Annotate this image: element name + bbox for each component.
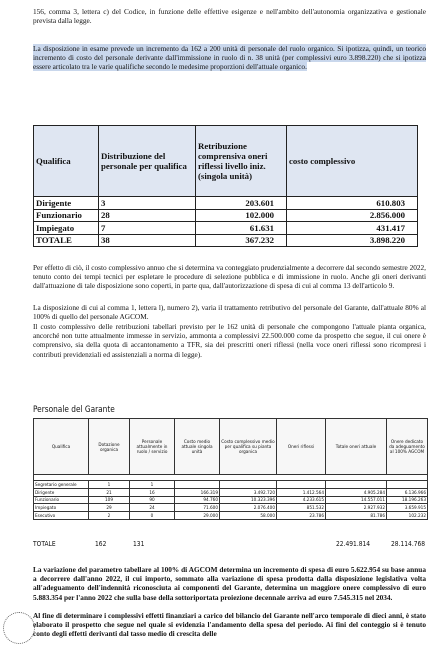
header-dotazione: Dotazione organica <box>89 419 130 475</box>
cell-o: 851.532 <box>277 504 326 512</box>
cell-q: Dirigente <box>34 488 89 496</box>
total-label: TOTALE <box>33 540 56 548</box>
paragraph-3: Per effetto di ciò, il costo complessivo annuo che si determina va conteggiato prudenzialmente a decorrere dal secondo semestre 2022, tenuto conto dei tempi tecnici per espletare le procedure di selezione pubblica e di immissione in ruolo. Anche gli oneri derivanti dall'attuazione di tale disposizione sono coperti, in parte qua, dall'autorizzazione di spesa di cui al comma 13 dell'articolo 9. <box>33 263 426 291</box>
cell-cc: 58.000 <box>220 512 277 520</box>
personnel-table <box>33 418 428 520</box>
cell-o <box>277 481 326 489</box>
cell-d: 109 <box>89 496 130 504</box>
stamp-icon <box>3 612 35 644</box>
header-retribuzione: Retribuzione comprensiva oneri riflessi livello iniz. (singola unità) <box>196 126 287 197</box>
paragraph-6: La variazione del parametro tabellare al 100% di AGCOM determina un incremento di spesa di euro 5.622.954 su base annua a decorrere dall'anno 2022, il cui importo, sommato alla variazione di spesa prodotta dalla disposizione legislativa volta all'adeguamento dell'indennità riconosciuta ai componenti del Garante, determina un maggiore onere complessivo di euro 5.883.354 per l'anno 2022 che sulla base della sottoriportata proiezione decennale arriva ad euro 7.545.315 nel 2034. <box>33 565 426 602</box>
cell-cc: 2.076.400 <box>220 504 277 512</box>
header-distribuzione: Distribuzione del personale per qualifica <box>99 126 196 197</box>
cell-q: Esecutivo <box>34 512 89 520</box>
cell-q: Impiegato <box>34 504 89 512</box>
cell-o: 4.233.615 <box>277 496 326 504</box>
cell-t: 14.557.011 <box>326 496 387 504</box>
header-oneri: Oneri riflessi <box>277 419 326 475</box>
total-personale: 131 <box>133 540 145 548</box>
header-personale: Personale attualmente in ruolo / servizio <box>130 419 175 475</box>
paragraph-7: Al fine di determinare i complessivi effetti finanziari a carico del bilancio del Garante nell'arco temporale di dieci anni, è stato elaborato il prospetto che segue nel quale si evidenzia l'andamento della spesa del periodo. Ai fini del conteggio si è tenuto conto degli effetti derivanti dal tasso medio di crescita delle <box>33 611 426 639</box>
cell-c: 166.319 <box>175 488 220 496</box>
cell-t: 81.786 <box>326 512 387 520</box>
cell-cc: 3.492.720 <box>220 488 277 496</box>
cell-p: 0 <box>130 512 175 520</box>
cell-d: 2 <box>89 512 130 520</box>
cell-d: 29 <box>89 504 130 512</box>
cell-n: 28 <box>99 209 196 222</box>
cell-qualifica: Dirigente <box>34 197 99 210</box>
table-row <box>34 481 428 489</box>
cost-table <box>33 125 418 247</box>
cell-costo: 3.898.220 <box>287 234 418 247</box>
table-row-total <box>34 234 418 247</box>
total-oneri: 22.491.814 <box>336 540 371 548</box>
cell-a: 6.136.966 <box>387 488 428 496</box>
cell-n: 38 <box>99 234 196 247</box>
cell-p: 1 <box>130 481 175 489</box>
cell-o: 1.412.564 <box>277 488 326 496</box>
cell-c: 94.760 <box>175 496 220 504</box>
cell-t <box>326 481 387 489</box>
cell-qualifica: Impiegato <box>34 222 99 235</box>
cell-costo: 610.803 <box>287 197 418 210</box>
paragraph-1: 156, comma 3, lettera c) del Codice, in funzione delle effettive esigenze e nell'ambito dell'autonomia organizzativa e gestionale prevista dalla legge. <box>33 7 426 26</box>
cell-o: 23.786 <box>277 512 326 520</box>
header-totale: Totale oneri attuale <box>326 419 387 475</box>
header-costo-medio: Costo medio attuale singola unità <box>175 419 220 475</box>
cell-n: 7 <box>99 222 196 235</box>
cell-c: 29.000 <box>175 512 220 520</box>
paragraph-5: Il costo complessivo delle retribuzioni tabellari previsto per le 162 unità di personale che compongono l'attuale pianta organica, ancorché non tutte attualmente immesse in servizio, ammonta a complessivi 22.500.000 come da prospetto che segue, il cui onere è comprensivo, sia della quota di accantonamento a TFR, sia dei prescritti oneri riflessi (nella voce oneri riflessi sono ricompresi i contributi previdenziali ed assistenziali a norma di legge). <box>33 322 426 359</box>
cell-p: 16 <box>130 488 175 496</box>
cell-a <box>387 481 428 489</box>
cell-c: 71.600 <box>175 504 220 512</box>
cell-a: 18.196.263 <box>387 496 428 504</box>
total-adeguamento: 28.114.768 <box>391 540 426 548</box>
header-qualifica: Qualifica <box>34 126 99 197</box>
cell-a: 3.659.915 <box>387 504 428 512</box>
cell-t: 4.905.284 <box>326 488 387 496</box>
cell-cc <box>220 481 277 489</box>
cell-t: 2.927.932 <box>326 504 387 512</box>
header-qualifica: Qualifica <box>34 419 89 475</box>
table-row <box>34 222 418 235</box>
cell-cc: 10.323.396 <box>220 496 277 504</box>
paragraph-2: La disposizione in esame prevede un incremento da 162 a 200 unità di personale del ruolo organico. Si ipotizza, quindi, un teorico incremento di costo del personale derivante dall'immissione in ruolo di n. 38 unità (per complessivi euro 3.898.220) che si ipotizza essere articolato tra le varie qualifiche secondo le medesime proporzioni dell'attuale organico. <box>33 44 426 72</box>
cell-retr: 61.631 <box>196 222 287 235</box>
cell-d: 1 <box>89 481 130 489</box>
total-dotazione: 162 <box>95 540 107 548</box>
cell-costo: 431.417 <box>287 222 418 235</box>
cell-d: 21 <box>89 488 130 496</box>
cell-c <box>175 481 220 489</box>
cell-retr: 203.601 <box>196 197 287 210</box>
header-adeguamento: Onere dedicato da adeguamento al 100% AGCOM <box>387 419 428 475</box>
table-row <box>34 504 428 512</box>
cell-p: 24 <box>130 504 175 512</box>
cell-retr: 367.232 <box>196 234 287 247</box>
cell-retr: 102.000 <box>196 209 287 222</box>
paragraph-4: La disposizione di cui al comma 1, lettera l), numero 2), varia il trattamento retributivo del personale del Garante, dall'attuale 80% al 100% di quello del personale AGCOM. <box>33 303 426 322</box>
cell-p: 90 <box>130 496 175 504</box>
table-row <box>34 512 428 520</box>
cell-n: 3 <box>99 197 196 210</box>
cell-a: 102.232 <box>387 512 428 520</box>
table-row <box>34 209 418 222</box>
cell-qualifica: Funzionario <box>34 209 99 222</box>
table-row <box>34 496 428 504</box>
header-costo-complessivo: Costo complessivo medio per qualifica su pianta organica <box>220 419 277 475</box>
cell-q: Funzionario <box>34 496 89 504</box>
cell-qualifica: TOTALE <box>34 234 99 247</box>
section-title: Personale del Garante <box>33 405 115 415</box>
table-row <box>34 197 418 210</box>
table-row <box>34 488 428 496</box>
header-costo: costo complessivo <box>287 126 418 197</box>
cell-q: Segretario generale <box>34 481 89 489</box>
cell-costo: 2.856.000 <box>287 209 418 222</box>
